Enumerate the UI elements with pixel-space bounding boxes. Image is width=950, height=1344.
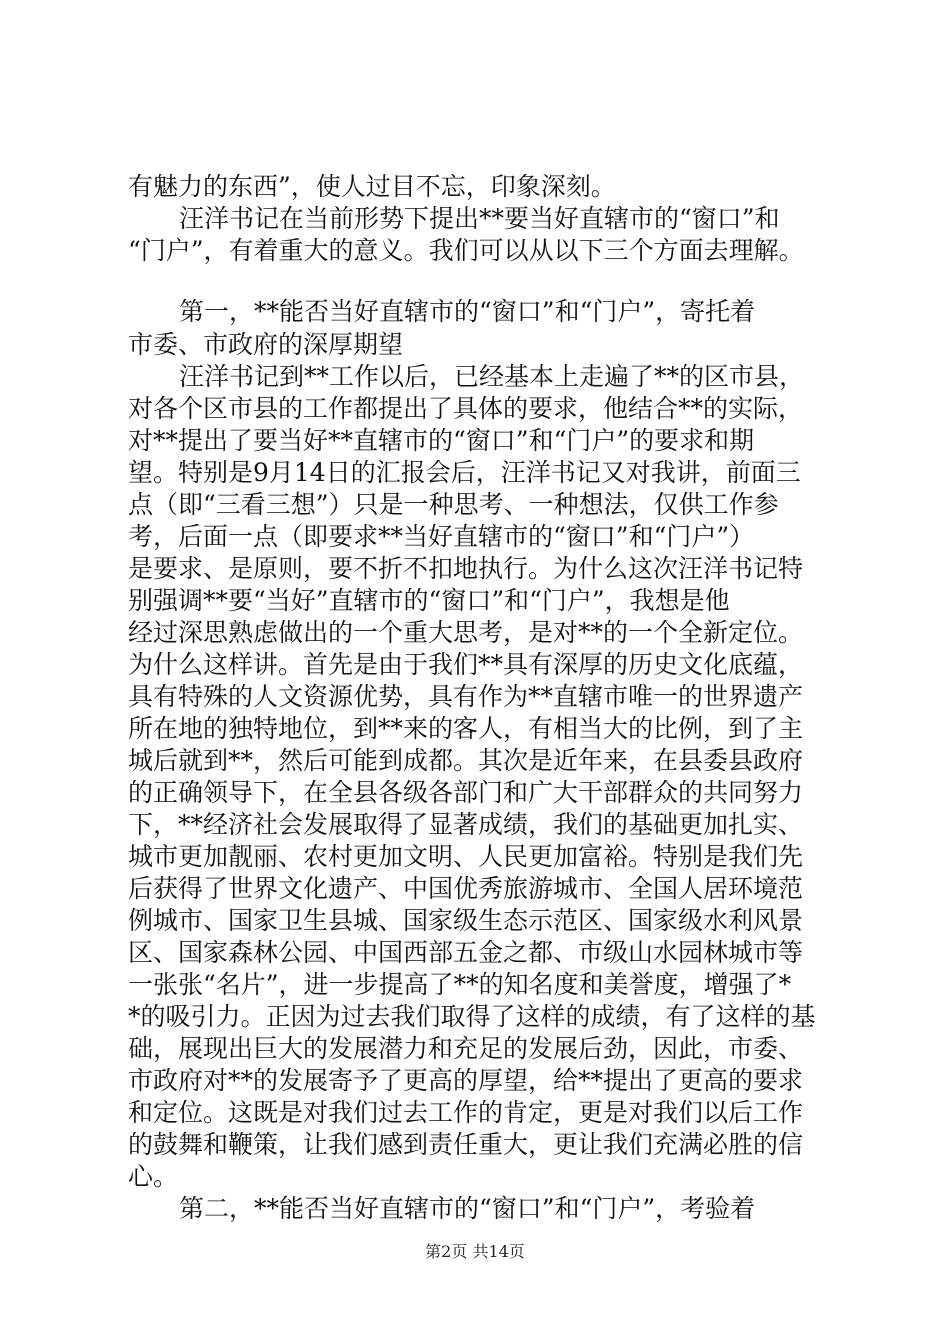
text-line: 经过深思熟虑做出的一个重大思考，是对**的一个全新定位。 bbox=[128, 618, 804, 647]
text-line: 是要求、是原则，要不折不扣地执行。为什么这次汪洋书记特 bbox=[128, 554, 804, 583]
text-line: 区、国家森林公园、中国西部五金之都、市级山水园林城市等 bbox=[128, 938, 804, 967]
text-line: 城后就到**，然后可能到成都。其次是近年来，在县委县政府 bbox=[128, 746, 804, 775]
text-line: 的正确领导下，在全县各级各部门和广大干部群众的共同努力 bbox=[128, 778, 804, 807]
text-line: 后获得了世界文化遗产、中国优秀旅游城市、全国人居环境范 bbox=[128, 874, 804, 903]
text-line: 考，后面一点（即要求**当好直辖市的“窗口”和“门户”） bbox=[128, 522, 755, 551]
text-line: 市委、市政府的深厚期望 bbox=[128, 330, 404, 359]
text-line: 心。 bbox=[128, 1162, 179, 1191]
text-line: 有魅力的东西”，使人过目不忘，印象深刻。 bbox=[128, 172, 616, 201]
text-line: 汪洋书记在当前形势下提出**要当好直辖市的“窗口”和 bbox=[179, 204, 780, 233]
text-line: 具有特殊的人文资源优势，具有作为**直辖市唯一的世界遗产 bbox=[128, 682, 804, 711]
text-line: 和定位。这既是对我们过去工作的肯定，更是对我们以后工作 bbox=[128, 1098, 804, 1127]
text-line: 下，**经济社会发展取得了显著成绩，我们的基础更加扎实、 bbox=[128, 810, 804, 839]
text-line: 为什么这样讲。首先是由于我们**具有深厚的历史文化底蕴， bbox=[128, 650, 804, 679]
page-number-label: 第2页 共14页 bbox=[425, 1242, 525, 1261]
text-line: 对各个区市县的工作都提出了具体的要求，他结合**的实际， bbox=[128, 394, 804, 423]
text-line: 汪洋书记到**工作以后，已经基本上走遍了**的区市县， bbox=[179, 362, 805, 391]
page-footer bbox=[0, 1242, 950, 1262]
text-line: 第一，**能否当好直辖市的“窗口”和“门户”，寄托着 bbox=[179, 297, 756, 326]
text-line: *的吸引力。正因为过去我们取得了这样的成绩，有了这样的基 bbox=[128, 1002, 816, 1031]
text-line: 城市更加靓丽、农村更加文明、人民更加富裕。特别是我们先 bbox=[128, 842, 804, 871]
text-line: 的鼓舞和鞭策，让我们感到责任重大，更让我们充满必胜的信 bbox=[128, 1130, 804, 1159]
text-line: 例城市、国家卫生县城、国家级生态示范区、国家级水利风景 bbox=[128, 906, 804, 935]
text-line: 第二，**能否当好直辖市的“窗口”和“门户”，考验着 bbox=[179, 1194, 756, 1223]
text-line: 一张张“名片”，进一步提高了**的知名度和美誉度，增强了* bbox=[128, 970, 792, 999]
text-line: 对**提出了要当好**直辖市的“窗口”和“门户”的要求和期 bbox=[128, 426, 755, 455]
text-line: 础，展现出巨大的发展潜力和充足的发展后劲，因此，市委、 bbox=[128, 1034, 804, 1063]
text-line: 望。特别是9月14日的汇报会后，汪洋书记又对我讲，前面三 bbox=[128, 458, 801, 487]
text-line: 点（即“三看三想”）只是一种思考、一种想法，仅供工作参 bbox=[128, 490, 779, 519]
text-line: “门户”，有着重大的意义。我们可以从以下三个方面去理解。 bbox=[128, 236, 804, 265]
text-line: 别强调**要“当好”直辖市的“窗口”和“门户”，我想是他 bbox=[128, 586, 730, 615]
text-line: 所在地的独特地位，到**来的客人，有相当大的比例，到了主 bbox=[128, 714, 804, 743]
text-line: 市政府对**的发展寄予了更高的厚望，给**提出了更高的要求 bbox=[128, 1066, 804, 1095]
